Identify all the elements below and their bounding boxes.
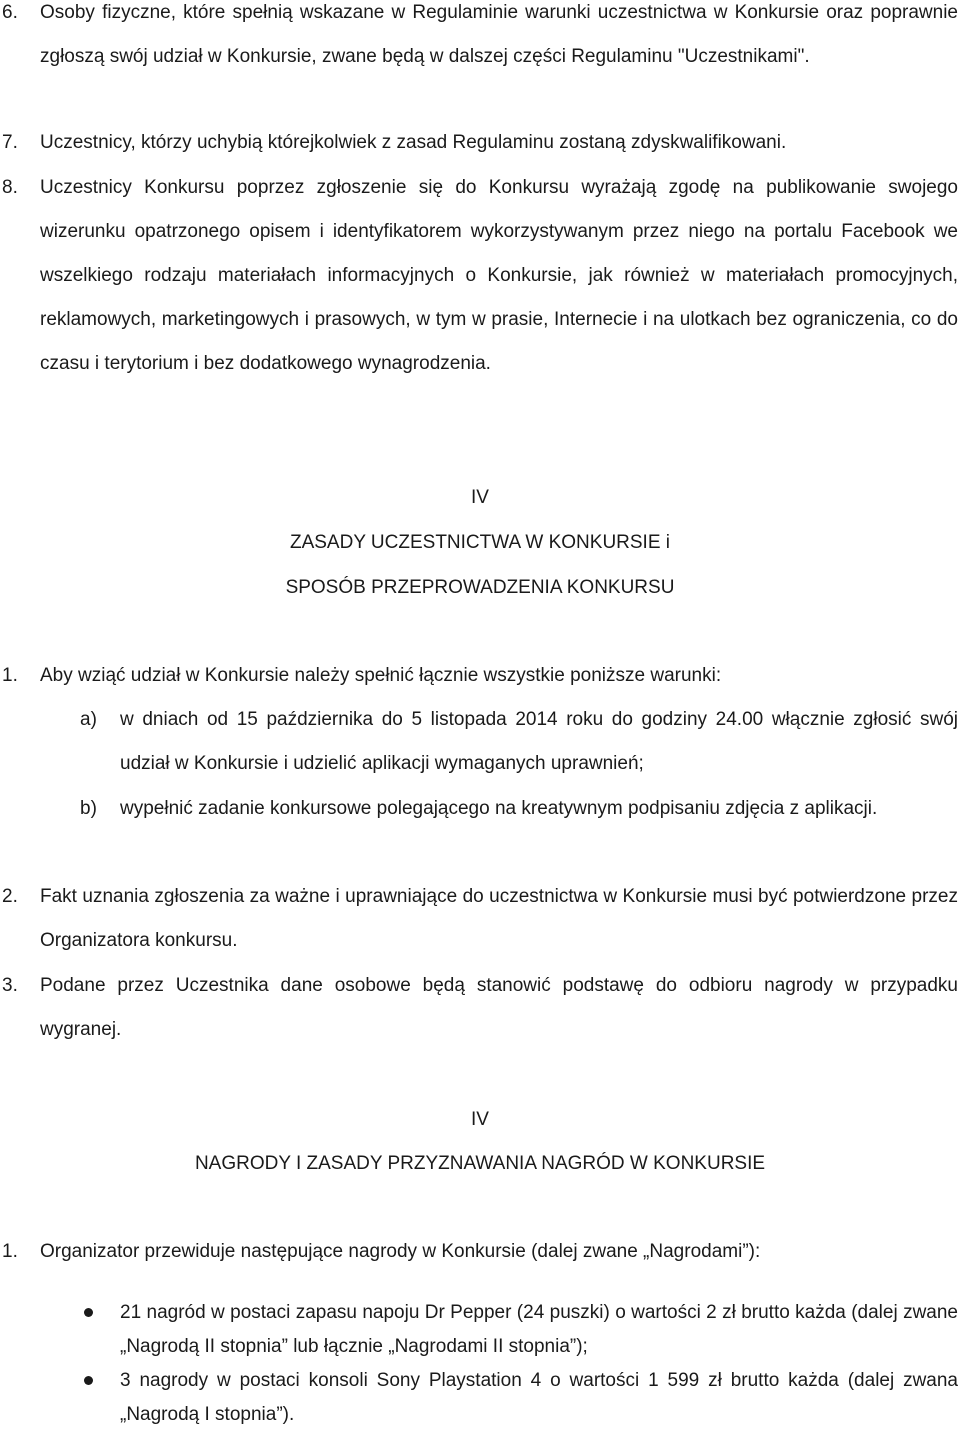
item-number: 1. (2, 1241, 18, 1262)
item-text: Podane przez Uczestnika dane osobowe będą stanowić podstawę do odbioru nagrody w przypadku wygranej. (40, 975, 958, 1040)
list-item-2 (0, 875, 958, 963)
item-text: Uczestnicy, którzy uchybią którejkolwiek z zasad Regulaminu zostaną zdyskwalifikowani. (40, 132, 787, 153)
item-number: 6. (2, 2, 18, 23)
item-number: 3. (2, 975, 18, 996)
item-number: 7. (2, 132, 18, 153)
item-text: Fakt uznania zgłoszenia za ważne i uprawniające do uczestnictwa w Konkursie musi być potwierdzone przez Organizatora konkursu. (40, 886, 958, 951)
bullet-text: 3 nagrody w postaci konsoli Sony Playstation 4 o wartości 1 599 zł brutto każda (dalej zwana „Nagrodą I stopnia”). (120, 1370, 958, 1425)
list-item-8 (0, 166, 958, 386)
sub-item-label: b) (80, 798, 97, 819)
item-text: Uczestnicy Konkursu poprzez zgłoszenie się do Konkursu wyrażają zgodę na publikowanie swojego wizerunku opatrzonego opisem i identyfikatorem wykorzystywanym przez niego na portalu Facebook we wszelkiego rodzaju materiałach informacyjnych o Konkursie, jak również w materiałach promocyjnych, reklamowych, marketingowych i prasowych, w tym w prasie, Internecie i na ulotkach bez ograniczenia, co do czasu i terytorium i bez dodatkowego wynagrodzenia. (40, 177, 958, 374)
sub-item-text: wypełnić zadanie konkursowe polegającego na kreatywnym podpisaniu zdjęcia z aplikacji. (120, 798, 878, 819)
section-title: NAGRODY I ZASADY PRZYZNAWANIA NAGRÓD W KONKURSIE (194, 1153, 766, 1174)
bullet-icon (84, 1376, 93, 1385)
sub-item-a (80, 698, 958, 786)
section-numeral: IV (471, 1109, 489, 1130)
section-numeral: IV (471, 487, 489, 508)
item-number: 8. (2, 177, 18, 198)
list-item-6 (0, 0, 958, 79)
list-item-1 (0, 1230, 958, 1274)
item-number: 2. (2, 886, 18, 907)
item-number: 1. (2, 665, 18, 686)
item-text: Osoby fizyczne, które spełnią wskazane w Regulaminie warunki uczestnictwa w Konkursie oraz poprawnie zgłoszą swój udział w Konkursie, zwane będą w dalszej części Regulaminu "Uczestnikami". (40, 2, 958, 67)
sub-item-label: a) (80, 709, 97, 730)
section-title-line1: ZASADY UCZESTNICTWA W KONKURSIE i (289, 532, 671, 553)
sub-item-text: w dniach od 15 października do 5 listopada 2014 roku do godziny 24.00 włącznie zgłosić swój udział w Konkursie i udzielić aplikacji wymaganych uprawnień; (120, 709, 958, 774)
list-item-3 (0, 964, 958, 1052)
bullet-item (80, 1364, 958, 1432)
section-title-line2: SPOSÓB PRZEPROWADZENIA KONKURSU (285, 577, 675, 598)
sub-item-b (80, 787, 958, 831)
bullet-text: 21 nagród w postaci zapasu napoju Dr Pepper (24 puszki) o wartości 2 zł brutto każda (dalej zwane „Nagrodą II stopnia” lub łącznie „Nagrodami II stopnia”); (120, 1302, 958, 1357)
item-text: Organizator przewiduje następujące nagrody w Konkursie (dalej zwane „Nagrodami”): (40, 1241, 761, 1262)
list-item-7 (0, 121, 958, 165)
bullet-item (80, 1296, 958, 1364)
bullet-icon (84, 1308, 93, 1317)
item-text: Aby wziąć udział w Konkursie należy spełnić łącznie wszystkie poniższe warunki: (40, 665, 722, 686)
list-item-1 (0, 654, 958, 698)
